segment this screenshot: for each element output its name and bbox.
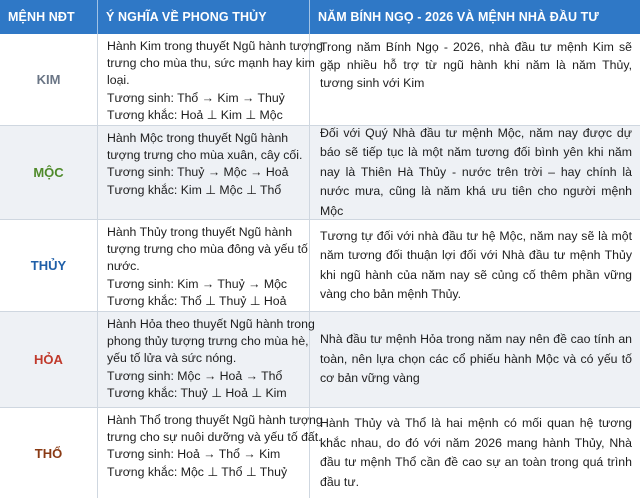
meaning-line: Tương sinh: Thổ → Kim → Thuỷ: [107, 90, 285, 105]
meaning-line: trưng cho sự nuôi dưỡng và yếu tố đất.: [107, 430, 322, 445]
meaning-line: tượng trưng cho mùa đông và yếu tố: [107, 242, 308, 257]
header-element: MỆNH NĐT: [0, 0, 98, 34]
meaning-moc: [98, 126, 310, 219]
element-tho: THỔ: [0, 408, 98, 498]
meaning-line: Hành Thổ trong thuyết Ngũ hành tượng: [107, 413, 323, 427]
header-year-note: NĂM BÍNH NGỌ - 2026 VÀ MỆNH NHÀ ĐẦU TƯ: [318, 10, 599, 24]
meaning-kim: [98, 34, 323, 125]
header-meaning: Ý NGHĨA VỀ PHONG THỦY: [98, 0, 310, 34]
meaning-line: Hành Mộc trong thuyết Ngũ hành: [107, 131, 289, 145]
meaning-line: loại.: [107, 73, 130, 88]
meaning-line: Tương khắc: Thuỷ ⊥ Hoả ⊥ Kim: [107, 385, 287, 400]
meaning-line: Tương sinh: Thuỷ → Mộc → Hoả: [107, 165, 289, 180]
row-hoa: [0, 312, 640, 408]
meaning-line: Tương sinh: Hoả → Thổ → Kim: [107, 447, 281, 462]
element-thuy: THỦY: [0, 220, 98, 311]
meaning-line: nước.: [107, 259, 140, 274]
meaning-line: trưng cho mùa thu, sức mạnh hay kim: [107, 56, 315, 71]
meaning-line: Tương sinh: Mộc → Hoả → Thổ: [107, 368, 283, 383]
meaning-line: phong thủy tượng trưng cho mùa hè,: [107, 334, 309, 349]
meaning-line: Hành Hỏa theo thuyết Ngũ hành trong: [107, 317, 315, 331]
meaning-tho: [98, 408, 323, 498]
meaning-line: Hành Kim trong thuyết Ngũ hành tượng: [107, 39, 323, 53]
meaning-line: Tương khắc: Hoả ⊥ Kim ⊥ Mộc: [107, 107, 283, 122]
meaning-line: Hành Thủy trong thuyết Ngũ hành: [107, 225, 293, 239]
meaning-line: yếu tố lửa và sức nóng.: [107, 351, 237, 366]
table-header: [0, 0, 640, 34]
row-thuy: [0, 220, 640, 312]
meaning-hoa: [98, 312, 315, 407]
meaning-line: Tương sinh: Kim → Thuỷ → Mộc: [107, 276, 288, 291]
element-moc: MỘC: [0, 126, 98, 219]
note-hoa: Nhà đầu tư mệnh Hỏa trong năm nay nên đề cao tính an toàn, nên lựa chọn các cổ phiếu hành Mộc và có yếu tố cơ bản vững vàng: [320, 332, 632, 386]
row-tho: [0, 408, 640, 498]
meaning-thuy: [98, 220, 310, 311]
row-moc: [0, 126, 640, 220]
note-kim: Trong năm Bính Ngọ - 2026, nhà đầu tư mệnh Kim sẽ gặp nhiều hỗ trợ từ ngũ hành khi năm là năm Thủy, tương sinh với Kim: [320, 40, 632, 90]
meaning-line: Tương khắc: Kim ⊥ Mộc ⊥ Thổ: [107, 182, 282, 197]
note-thuy: Tương tự đối với nhà đầu tư hệ Mộc, năm nay sẽ là một năm tương đối thuận lợi đối với Nhà đầu tư mệnh Thủy khi ngũ hành của năm nay sẽ củng cố thêm phần vững vàng cho bản mệnh Thủy.: [320, 228, 632, 301]
meaning-line: Tương khắc: Thổ ⊥ Thuỷ ⊥ Hoả: [107, 293, 287, 308]
row-kim: [0, 34, 640, 126]
note-tho: Hành Thủy và Thổ là hai mệnh có mối quan hệ tương khắc nhau, do đó với năm 2026 mang hành Thủy, Nhà đầu tư mệnh Thổ cần đề cao sự an toàn trong quá trình đầu tư.: [320, 416, 632, 489]
meaning-line: Tương khắc: Mộc ⊥ Thổ ⊥ Thuỷ: [107, 464, 288, 479]
note-moc: Đối với Quý Nhà đầu tư mệnh Mộc, năm nay được dự báo sẽ tiếp tục là một năm tương đối bình yên khi năm nay là Thiên Hà Thủy - nước trên trời – hay chính là nước mưa, cũng là năm khá ưu tiên cho người mệnh Mộc: [320, 125, 632, 218]
meaning-line: tượng trưng cho mùa xuân, cây cối.: [107, 148, 303, 163]
element-hoa: HỎA: [0, 312, 98, 407]
element-kim: KIM: [0, 34, 98, 125]
